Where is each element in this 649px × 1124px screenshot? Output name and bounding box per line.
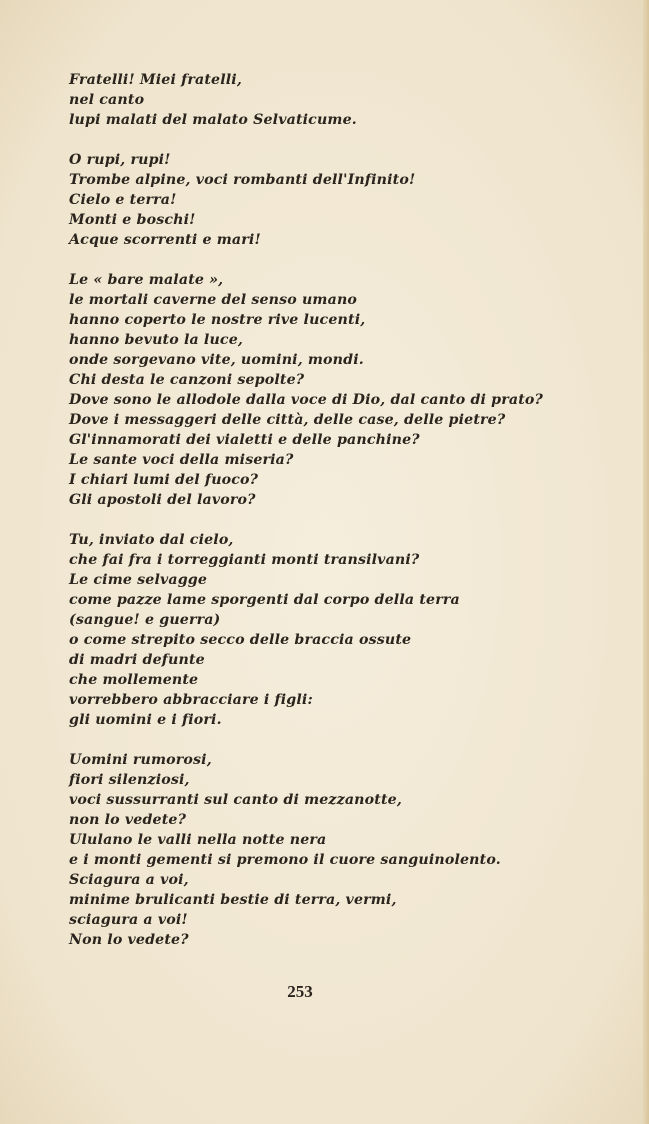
verse-line: Le « bare malate », — [69, 272, 224, 288]
verse-line: Non lo vedete? — [69, 932, 189, 948]
verse-line: (sangue! e guerra) — [69, 612, 221, 628]
verse-line: O rupi, rupi! — [69, 152, 171, 168]
verse-line: Fratelli! Miei fratelli, — [69, 72, 242, 88]
verse-line: che mollemente — [69, 672, 199, 688]
verse-line: Uomini rumorosi, — [69, 752, 212, 768]
page-edge — [643, 0, 649, 1124]
verse-line: voci sussurranti sul canto di mezzanotte, — [69, 792, 402, 808]
verse-line: lupi malati del malato Selvaticume. — [69, 112, 357, 128]
stanza — [69, 530, 543, 730]
verse-line: Gli apostoli del lavoro? — [69, 492, 256, 508]
verse-line: Cielo e terra! — [69, 192, 177, 208]
verse-line: le mortali caverne del senso umano — [69, 292, 358, 308]
verse-line: onde sorgevano vite, uomini, mondi. — [69, 352, 364, 368]
stanza — [69, 150, 543, 250]
verse-line: Sciagura a voi, — [69, 872, 189, 888]
verse-line: nel canto — [69, 92, 145, 108]
verse-line: Monti e boschi! — [69, 212, 196, 228]
stanza — [69, 750, 543, 950]
verse-line: Acque scorrenti e mari! — [69, 232, 261, 248]
verse-line: hanno bevuto la luce, — [69, 332, 243, 348]
verse-line: Ululano le valli nella notte nera — [69, 832, 327, 848]
verse-line: non lo vedete? — [69, 812, 187, 828]
verse-line: Gl'innamorati dei vialetti e delle panchine? — [69, 432, 420, 448]
verse-line: sciagura a voi! — [69, 912, 188, 928]
verse-line: gli uomini e i fiori. — [69, 712, 222, 728]
verse-line: hanno coperto le nostre rive lucenti, — [69, 312, 366, 328]
verse-line: Dove sono le allodole dalla voce di Dio, dal canto di prato? — [69, 392, 544, 408]
verse-line: come pazze lame sporgenti dal corpo della terra — [69, 592, 460, 608]
verse-line: Chi desta le canzoni sepolte? — [69, 372, 305, 388]
verse-line: Le cime selvagge — [69, 572, 208, 588]
page-number: 253 — [287, 982, 313, 1001]
verse-line: minime brulicanti bestie di terra, vermi, — [69, 892, 397, 908]
verse-line: o come strepito secco delle braccia ossute — [69, 632, 412, 648]
stanza — [69, 70, 543, 130]
verse-line: che fai fra i torreggianti monti transilvani? — [69, 552, 420, 568]
stanza — [69, 270, 543, 510]
verse-line: Trombe alpine, voci rombanti dell'Infinito! — [69, 172, 416, 188]
verse-line: Le sante voci della miseria? — [69, 452, 294, 468]
poem-text — [69, 70, 543, 970]
verse-line: vorrebbero abbracciare i figli: — [69, 692, 313, 708]
verse-line: Tu, inviato dal cielo, — [69, 532, 234, 548]
verse-line: fiori silenziosi, — [69, 772, 190, 788]
verse-line: Dove i messaggeri delle città, delle case, delle pietre? — [69, 412, 506, 428]
verse-line: I chiari lumi del fuoco? — [69, 472, 259, 488]
verse-line: e i monti gementi si premono il cuore sanguinolento. — [69, 852, 501, 868]
verse-line: di madri defunte — [69, 652, 205, 668]
